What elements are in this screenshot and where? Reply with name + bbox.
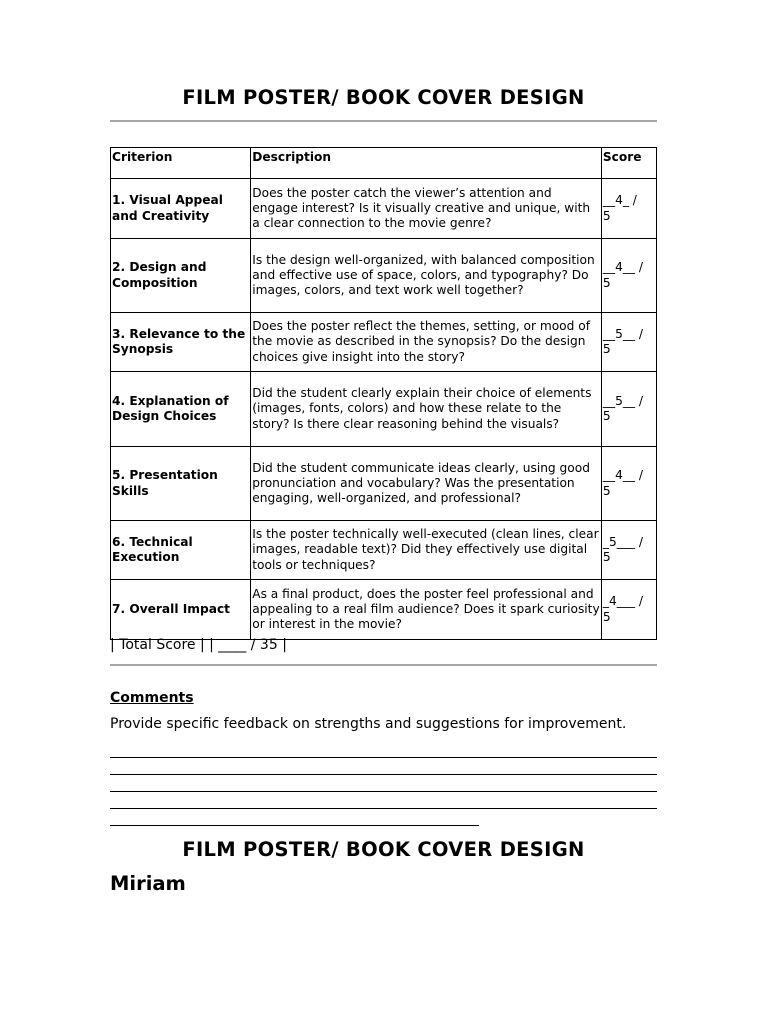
comment-line — [110, 757, 657, 758]
rubric-table — [110, 147, 657, 640]
table-row — [111, 580, 657, 640]
description-cell: Does the poster reflect the themes, setting, or mood of the movie as described in the synopsis? Do the design choices give insight into the story? — [251, 313, 602, 372]
repeat-title: FILM POSTER/ BOOK COVER DESIGN — [182, 838, 585, 861]
table-row — [111, 447, 657, 521]
column-header-criterion: Criterion — [111, 148, 251, 179]
criterion-cell: 5. Presentation Skills — [111, 447, 251, 521]
comment-line — [110, 774, 657, 775]
score-cell: __4__ / 5 — [601, 447, 656, 521]
total-score: | Total Score | | ____ / 35 | — [110, 637, 287, 653]
student-name: Miriam — [110, 872, 186, 895]
score-cell: __5__ / 5 — [601, 372, 656, 447]
criterion-cell: 3. Relevance to the Synopsis — [111, 313, 251, 372]
description-cell: Did the student communicate ideas clearly, using good pronunciation and vocabulary? Was the presentation engaging, well-organized, and professional? — [251, 447, 602, 521]
table-row — [111, 313, 657, 372]
description-cell: Did the student clearly explain their choice of elements (images, fonts, colors) and how these relate to the story? Is there clear reasoning behind the visuals? — [251, 372, 602, 447]
criterion-cell: 6. Technical Execution — [111, 521, 251, 580]
criterion-cell: 1. Visual Appeal and Creativity — [111, 179, 251, 239]
comments-prompt: Provide specific feedback on strengths and suggestions for improvement. — [110, 716, 627, 732]
column-header-score: Score — [601, 148, 656, 179]
criterion-cell: 7. Overall Impact — [111, 580, 251, 640]
score-cell: __4_ / 5 — [601, 179, 656, 239]
score-cell: _5___ / 5 — [601, 521, 656, 580]
comment-line — [110, 808, 657, 809]
criterion-cell: 4. Explanation of Design Choices — [111, 372, 251, 447]
description-cell: Is the design well-organized, with balanced composition and effective use of space, colors, and typography? Do images, colors, and text work well together? — [251, 239, 602, 313]
table-row — [111, 372, 657, 447]
score-cell: _4___ / 5 — [601, 580, 656, 640]
table-row — [111, 179, 657, 239]
comment-line — [110, 791, 657, 792]
page-title: FILM POSTER/ BOOK COVER DESIGN — [182, 86, 585, 109]
horizontal-divider — [110, 120, 657, 122]
criterion-cell: 2. Design and Composition — [111, 239, 251, 313]
description-cell: Is the poster technically well-executed (clean lines, clear images, readable text)? Did they effectively use digital tools or techniques? — [251, 521, 602, 580]
comments-heading: Comments — [110, 690, 194, 706]
description-cell: As a final product, does the poster feel professional and appealing to a real film audience? Does it spark curiosity or interest in the movie? — [251, 580, 602, 640]
column-header-description: Description — [251, 148, 602, 179]
comment-line — [110, 825, 479, 826]
table-header-row — [111, 148, 657, 179]
score-cell: __5__ / 5 — [601, 313, 656, 372]
description-cell: Does the poster catch the viewer’s attention and engage interest? Is it visually creative and unique, with a clear connection to the movie genre? — [251, 179, 602, 239]
table-row — [111, 521, 657, 580]
horizontal-divider — [110, 664, 657, 666]
table-row — [111, 239, 657, 313]
score-cell: __4__ / 5 — [601, 239, 656, 313]
